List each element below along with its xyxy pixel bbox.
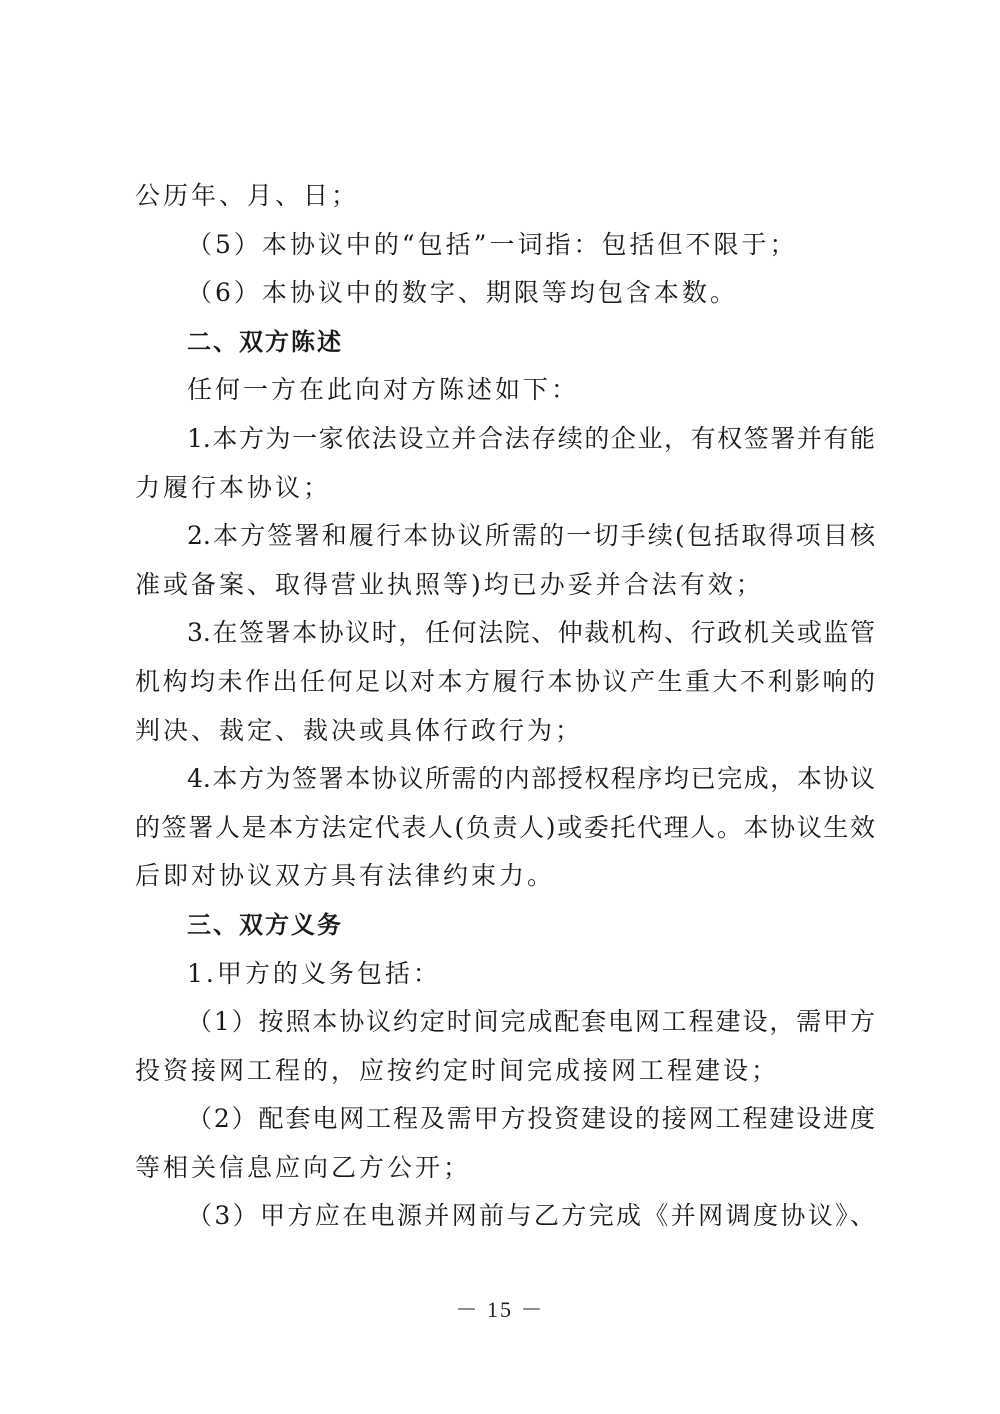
text-line: 机构均未作出任何足以对本方履行本协议产生重大不利影响的 xyxy=(135,666,875,696)
text-line: （1）按照本协议约定时间完成配套电网工程建设，需甲方 xyxy=(187,1007,875,1037)
text-line: 判决、裁定、裁决或具体行政行为； xyxy=(135,715,584,745)
text-line: 投资接网工程的，应按约定时间完成接网工程建设； xyxy=(135,1055,780,1085)
text-line: 2.本方签署和履行本协议所需的一切手续(包括取得项目核 xyxy=(187,521,875,551)
text-line: 力履行本协议； xyxy=(135,472,332,502)
text-line: 3.在签署本协议时，任何法院、仲裁机构、行政机关或监管 xyxy=(187,618,875,648)
text-line: 1.本方为一家依法设立并合法存续的企业，有权签署并有能 xyxy=(187,423,875,453)
text-line: 4.本方为签署本协议所需的内部授权程序均已完成，本协议 xyxy=(187,764,875,794)
text-line: 的签署人是本方法定代表人(负责人)或委托代理人。本协议生效 xyxy=(135,812,875,842)
text-line: 准或备案、取得营业执照等)均已办妥并合法有效； xyxy=(135,569,764,599)
text-line: 后即对协议双方具有法律约束力。 xyxy=(135,861,556,891)
text-line: （5）本协议中的“包括”一词指：包括但不限于； xyxy=(187,229,798,259)
document-body xyxy=(135,172,875,1241)
text-line: （6）本协议中的数字、期限等均包含本数。 xyxy=(187,278,738,308)
text-line: （3）甲方应在电源并网前与乙方完成《并网调度协议》、 xyxy=(187,1201,875,1231)
text-line: 等相关信息应向乙方公开； xyxy=(135,1152,472,1182)
page-number: － 15 － xyxy=(455,1297,545,1322)
text-line: 公历年、月、日； xyxy=(135,181,360,210)
text-line: 任何一方在此向对方陈述如下： xyxy=(187,375,580,405)
text-line: 1.甲方的义务包括： xyxy=(187,958,441,988)
section-heading: 二、双方陈述 xyxy=(187,327,343,356)
text-line: （2）配套电网工程及需甲方投资建设的接网工程建设进度 xyxy=(187,1104,875,1134)
section-heading: 三、双方义务 xyxy=(187,910,343,939)
